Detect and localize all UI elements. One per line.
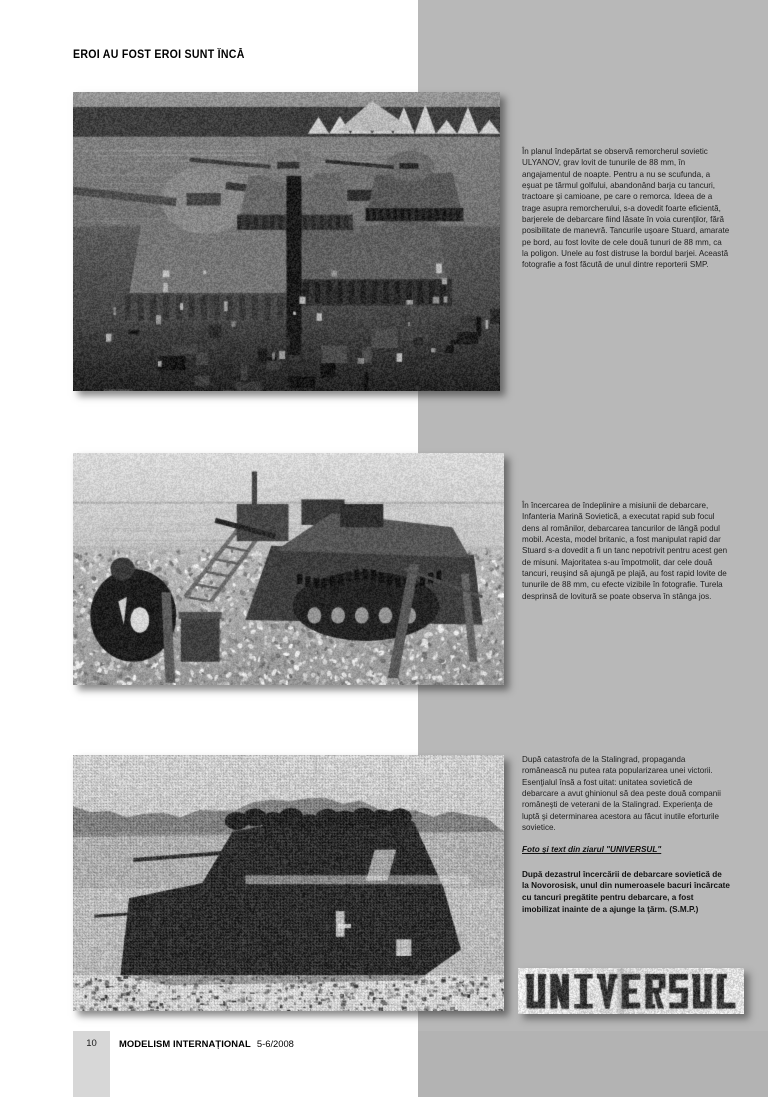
issue-number: 5-6/2008 [256, 1038, 294, 1049]
caption-2-text: În încercarea de îndeplinire a misiunii de debarcare, Infanteria Marină Sovietică, a executat rapid sub focul dens al românilor, debarcarea tancurilor de lângă podul mobil. Acesta, model britanic, a fost manipulat rapid dar Stuard s-a dovedit a fi un tanc nepotrivit pentru acest gen de misuni. Majoritatea s-au împotmolit, dar cele două tancuri, reuşind să ajungă pe plajă, au fost rapid lovite de tunurile de 88 mm, cu efecte vizibile în fotografie. Turela desprinsă de lovitură se poate observa în stânga jos. [522, 501, 728, 601]
masthead-canvas [518, 968, 744, 1014]
photo-1-canvas [73, 92, 500, 391]
photo-newspaper-halftone-tank [73, 755, 504, 1011]
right-grey-panel-footer [418, 1031, 768, 1097]
caption-3-text: După catastrofa de la Stalingrad, propaganda românească nu putea rata popularizarea unei victorii. Esenţialul însă a fost uitat: unitatea sovietică de debarcare a avut ghinionul să dea peste două companii româneşti de veterani de la Stalingrad. Experienţa de luptă şi determinarea acestora au făcut inutile eforturile sovietice. [522, 755, 721, 833]
magazine-name: MODELISM INTERNAȚIONAL [119, 1038, 251, 1049]
caption-block-3 [522, 754, 730, 915]
photo-2-canvas [73, 453, 504, 685]
page-title: EROI AU FOST EROI SUNT ÎNCĂ [73, 49, 245, 61]
caption-block-1 [522, 146, 730, 271]
source-credit-line: Foto şi text din ziarul "UNIVERSUL" [522, 845, 662, 855]
page-number: 10 [86, 1038, 97, 1049]
photo-tanks-on-barge [73, 92, 500, 391]
caption-block-2 [522, 500, 730, 602]
caption-1-text: În planul îndepărtat se observă remorcherul sovietic ULYANOV, grav lovit de tunurile de 88 mm, în angajamentul de noapte. Pentru a nu se scufunda, a eşuat pe tărmul golfului, abandonând barja cu tancuri, tractoare şi camioane, pe care o remorca. Ideea de a trage asupra remorcherului, s-a dovedit foarte eficientă, barjerele de debarcare fiind lăsate în voia curenţilor, fără posibilitate de manevră. Tancurile uşoare Stuard, amarate pe bord, au fost lovite de cele două tunuri de 88 mm, ca la poligon. Unele au fost distruse la bordul barjei. Această fotografie a fost făcută de unul dintre reporterii SMP. [522, 147, 730, 270]
photo-wrecked-tank-beach [73, 453, 504, 685]
photo-3-canvas [73, 755, 504, 1011]
universul-masthead-logo [518, 968, 744, 1014]
caption-3-closing-text: După dezastrul încercării de debarcare sovietică de la Novorosisk, unul din numeroasele bacuri încărcate cu tancuri pregătite pentru debarcare, a fost imobilizat inainte de a ajunge la ţărm. (S.M.P.) [522, 869, 730, 914]
footer-credit [119, 1038, 294, 1049]
